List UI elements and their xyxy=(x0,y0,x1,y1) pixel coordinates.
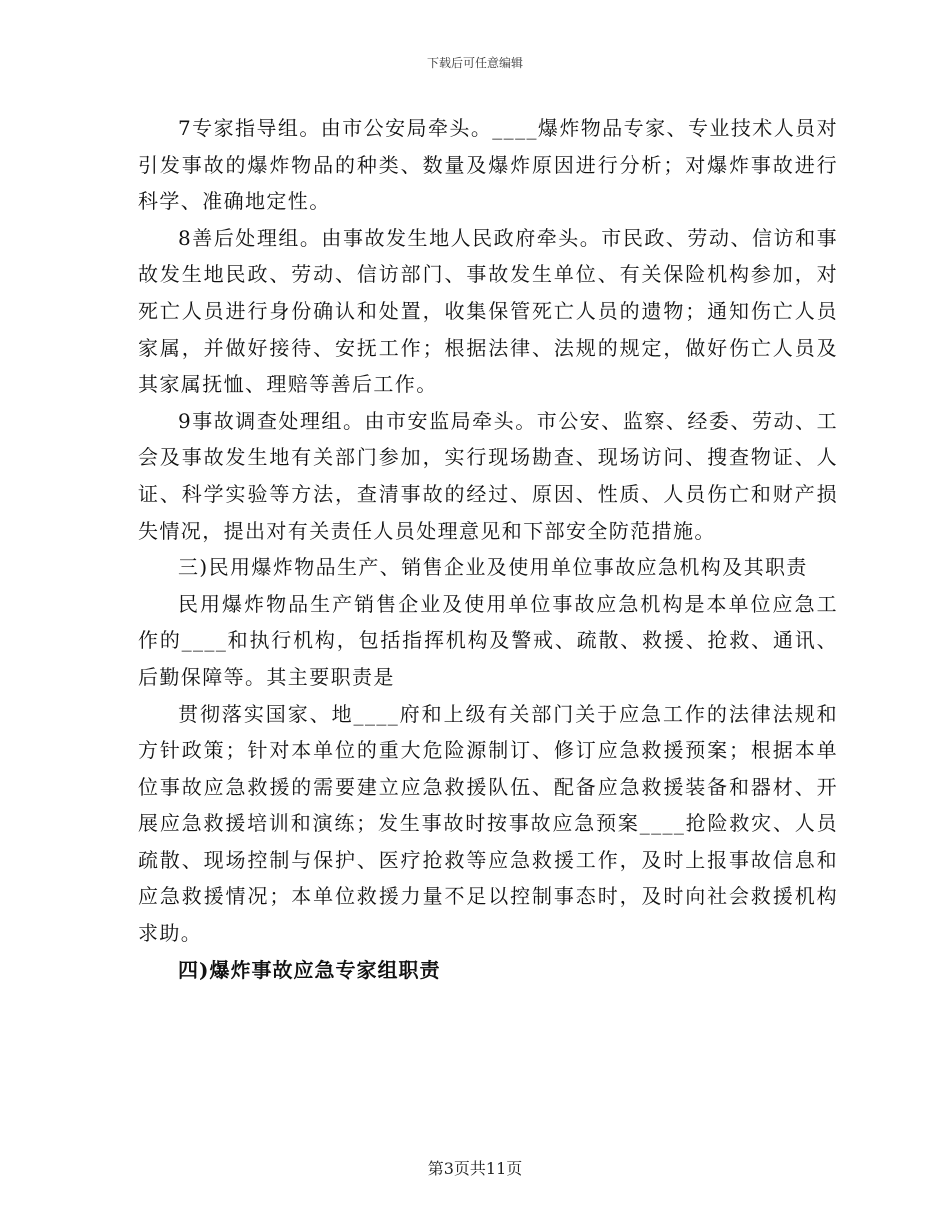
section-heading-expert-group-duties: 四)爆炸事故应急专家组职责 xyxy=(178,957,441,982)
page-number: 第3页共11页 xyxy=(427,1159,523,1178)
document-body xyxy=(138,110,838,988)
paragraph-enterprise-emergency-body: 民用爆炸物品生产销售企业及使用单位事故应急机构是本单位应急工作的____和执行机构，包括指挥机构及警戒、疏散、救援、抢救、通讯、后勤保障等。其主要职责是 xyxy=(138,591,838,689)
paragraph-duties-list: 贯彻落实国家、地____府和上级有关部门关于应急工作的法律法规和方针政策；针对本单位的重大危险源制订、修订应急救援预案；根据本单位事故应急救援的需要建立应急救援队伍、配备应急救援装备和器材、开展应急救援培训和演练；发生事故时按事故应急预案____抢险救灾、人员疏散、现场控制与保护、医疗抢救等应急救援工作，及时上报事故信息和应急救援情况；本单位救援力量不足以控制事态时，及时向社会救援机构求助。 xyxy=(138,701,838,946)
paragraph-expert-guidance-group: 7专家指导组。由市公安局牵头。____爆炸物品专家、专业技术人员对引发事故的爆炸物品的种类、数量及爆炸原因进行分析；对爆炸事故进行科学、准确地定性。 xyxy=(138,116,838,214)
paragraph-aftermath-handling-group: 8善后处理组。由事故发生地人民政府牵头。市民政、劳动、信访和事故发生地民政、劳动、信访部门、事故发生单位、有关保险机构参加，对死亡人员进行身份确认和处置，收集保管死亡人员的遗物；通知伤亡人员家属，并做好接待、安抚工作；根据法律、法规的规定，做好伤亡人员及其家属抚恤、理赔等善后工作。 xyxy=(138,225,838,397)
paragraph-accident-investigation-group: 9事故调查处理组。由市安监局牵头。市公安、监察、经委、劳动、工会及事故发生地有关部门参加，实行现场勘查、现场访问、搜查物证、人证、科学实验等方法，查清事故的经过、原因、性质、人员伤亡和财产损失情况，提出对有关责任人员处理意见和下部安全防范措施。 xyxy=(138,408,838,543)
page-header: 下载后可任意编辑 xyxy=(426,56,523,70)
section-heading-enterprise-emergency: 三)民用爆炸物品生产、销售企业及使用单位事故应急机构及其职责 xyxy=(178,555,808,580)
